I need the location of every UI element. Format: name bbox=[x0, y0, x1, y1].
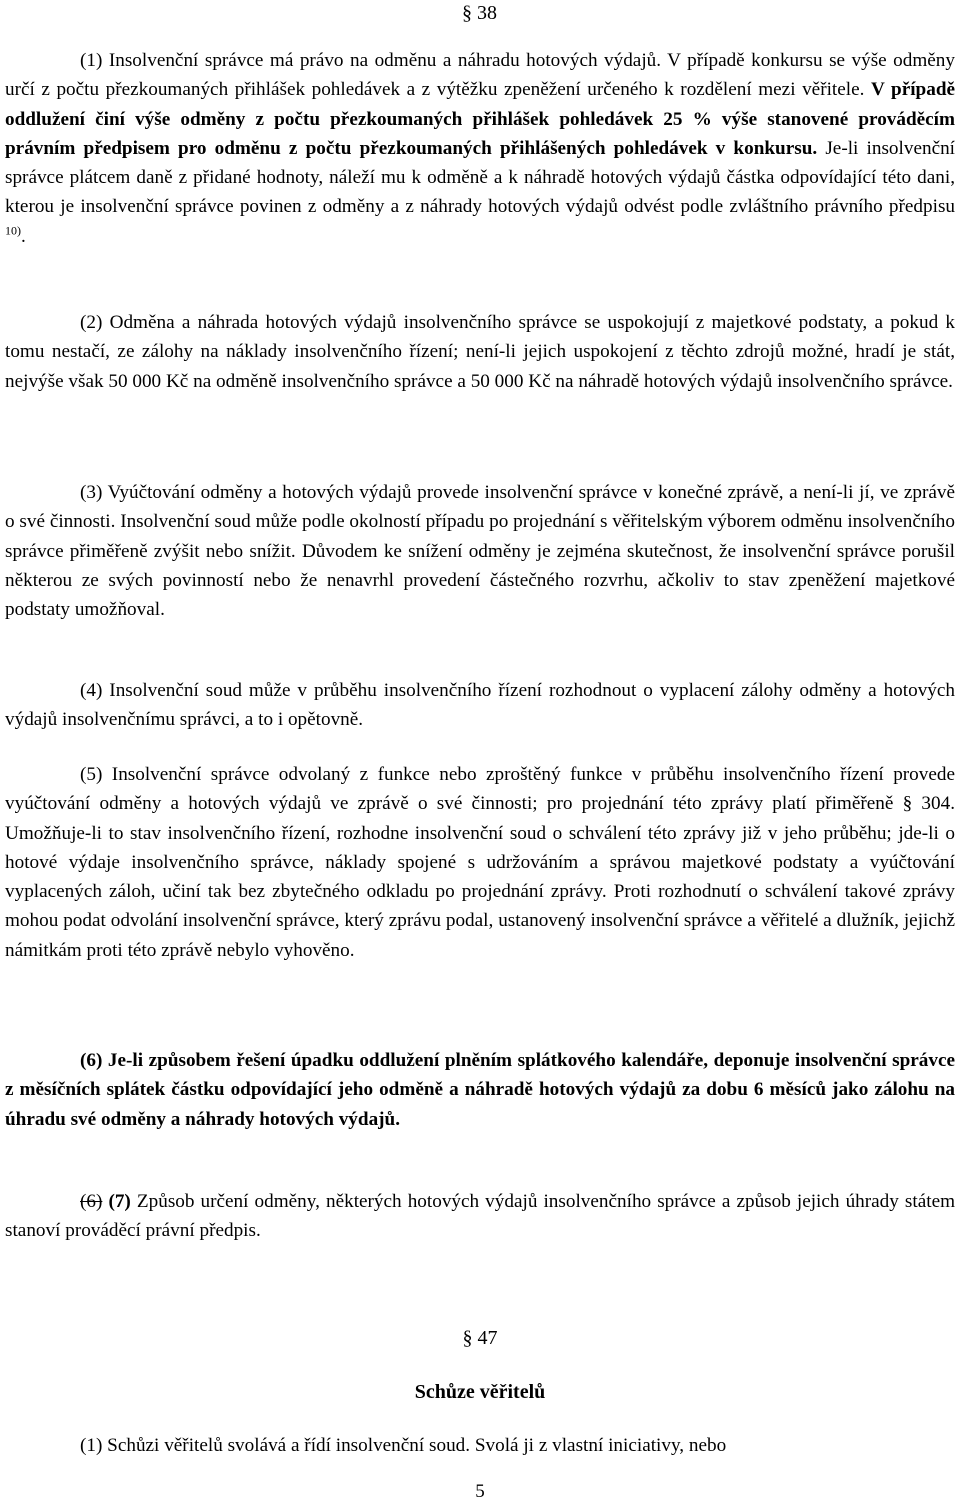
paragraph-3: (3) Vyúčtování odměny a hotových výdajů provede insolvenční správce v konečné zprávě, a není-li jí, ve zprávě o své činnosti. Insolvenční soud může podle okolností případu po projednání s věřitelským výborem odměnu insolvenčního správce přiměřeně zvýšit nebo snížit. Důvodem ke snížení odměny je zejména skutečnost, že insolvenční správce porušil některou ze svých povinností nebo že nenavrhl provedení částečného rozvrhu, ačkoliv to stav zpeněžení majetkové podstaty umožňoval. bbox=[5, 482, 955, 621]
section-reference-header: § 38 bbox=[462, 2, 497, 24]
paragraph-1 bbox=[5, 46, 955, 251]
page-number: 5 bbox=[475, 1481, 485, 1502]
paragraph-2: (2) Odměna a náhrada hotových výdajů insolvenčního správce se uspokojují z majetkové podstaty, a pokud k tomu nestačí, ze zálohy na náklady insolvenčního řízení; není-li jejich uspokojení z těchto zdrojů možné, hradí je stát, nejvýše však 50 000 Kč na odměně insolvenčního správce a 50 000 Kč na náhradě hotových výdajů insolvenčního správce. bbox=[5, 312, 955, 392]
struck-number: (6) bbox=[80, 1191, 103, 1212]
paragraph-5: (5) Insolvenční správce odvolaný z funkce nebo zproštěný funkce v průběhu insolvenčního řízení provede vyúčtování odměny a hotových výdajů ve zprávě o své činnosti; pro projednání této zprávy platí přiměřeně § 304. Umožňuje-li to stav insolvenčního řízení, rozhodne insolvenční soud o schválení této zprávy již v jeho průběhu; jde-li o hotové výdaje insolvenčního správce, náklady spojené s udržováním a správou majetkové podstaty a vyúčtování vyplacených záloh, učiní tak bez zbytečného odkladu po projednání zprávy. Proti rozhodnutí o schválení takové zprávy mohou podat odvolání insolvenční správce, který zprávu podal, ustanovený insolvenční správce a věřitelé a dlužník, jejichž námitkám proti této zprávě nebylo vyhověno. bbox=[5, 764, 955, 961]
paragraph-7-text: Způsob určení odměny, některých hotových výdajů insolvenčního správce a způsob jejich úhrady státem stanoví prováděcí právní předpis. bbox=[5, 1191, 956, 1242]
paragraph-1-end: . bbox=[21, 225, 26, 247]
section-47-paragraph-1: (1) Schůzi věřitelů svolává a řídí insolvenční soud. Svolá ji z vlastní iniciativy, nebo bbox=[80, 1435, 727, 1456]
new-number: (7) bbox=[108, 1191, 131, 1212]
paragraph-1-bold-amendment: V případě oddlužení činí výše odměny z počtu přezkoumaných přihlášek pohledávek 25 % výše stanovené prováděcím právním předpisem pro odměnu z počtu přezkoumaných přihlášených pohledávek v konkursu. bbox=[5, 79, 956, 159]
paragraph-7 bbox=[5, 1187, 955, 1246]
paragraph-6-bold-amendment: (6) Je-li způsobem řešení úpadku oddlužení plněním splátkového kalendáře, deponuje insolvenční správce z měsíčních splátek částku odpovídající jeho odměně a náhradě hotových výdajů za dobu 6 měsíců jako zálohu na úhradu své odměny a náhrady hotových výdajů. bbox=[5, 1050, 955, 1130]
section-47-number: § 47 bbox=[462, 1327, 498, 1349]
paragraph-1-text-a: (1) Insolvenční správce má právo na odměnu a náhradu hotových výdajů. V případě konkursu se výše odměny určí z počtu přezkoumaných přihlášek pohledávek a z výtěžku zpeněžení určeného k rozdělení mezi věřitele. bbox=[5, 50, 955, 101]
paragraph-4: (4) Insolvenční soud může v průběhu insolvenčního řízení rozhodnout o vyplacení zálohy odměny a hotových výdajů insolvenčnímu správci, a to i opětovně. bbox=[5, 680, 955, 731]
footnote-reference: 10) bbox=[5, 223, 21, 238]
paragraph-1-text-b: Je-li insolvenční správce plátcem daně z přidané hodnoty, náleží mu k odměně a k náhradě hotových výdajů částka odpovídající této dani, kterou je insolvenční správce povinen z odměny a z náhrady hotových výdajů odvést podle zvláštního právního předpisu bbox=[5, 137, 956, 218]
section-47-title: Schůze věřitelů bbox=[414, 1381, 546, 1403]
